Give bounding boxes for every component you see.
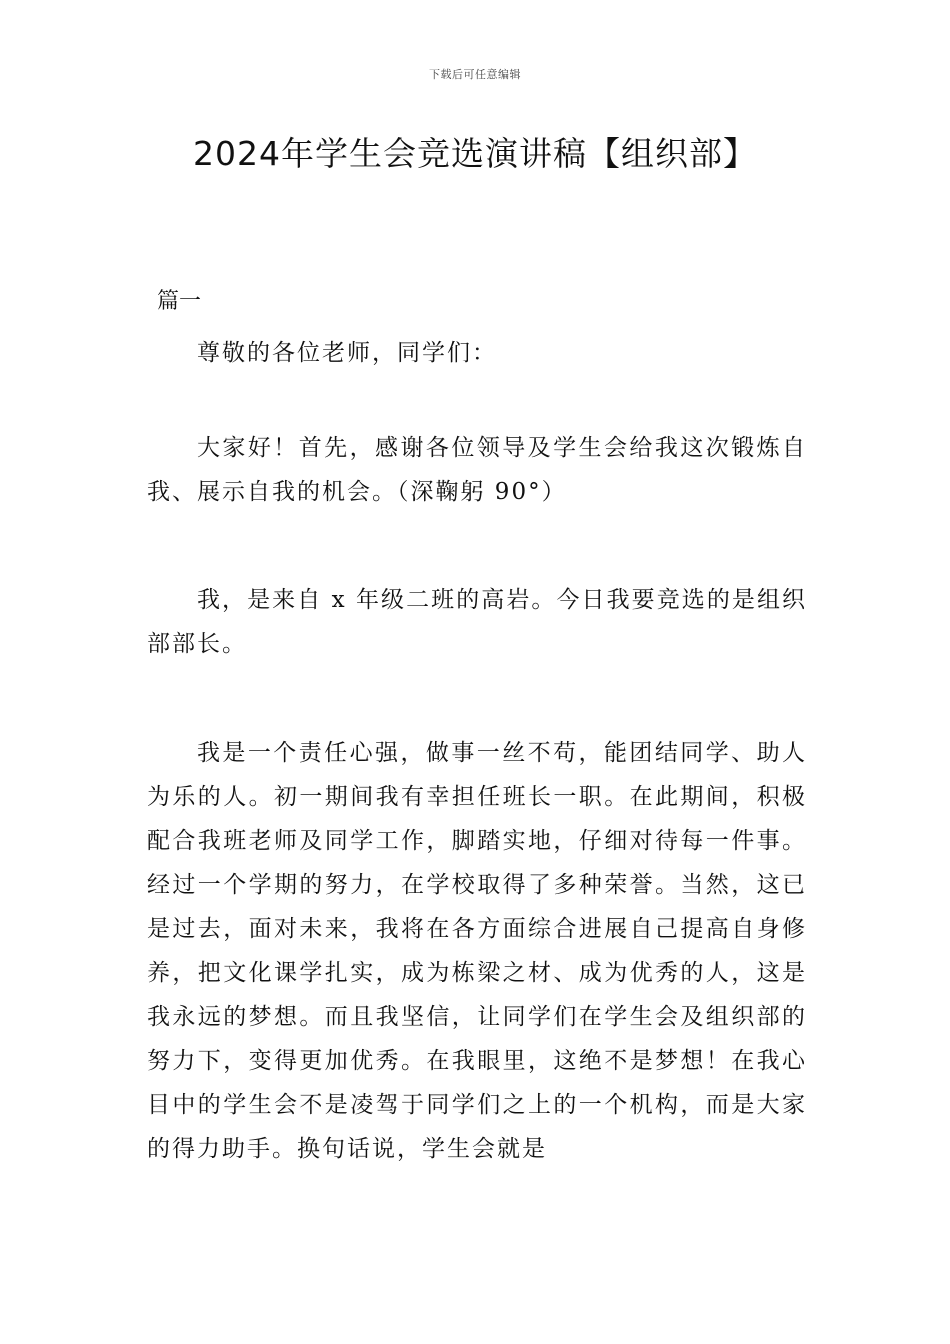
paragraph-introduction: 我，是来自 x 年级二班的高岩。今日我要竞选的是组织部部长。 <box>147 587 807 657</box>
paragraph-thanks: 大家好！首先，感谢各位领导及学生会给我这次锻炼自我、展示自我的机会。（深鞠躬 90°） <box>147 435 807 505</box>
paragraph-self-description: 我是一个责任心强，做事一丝不苟，能团结同学、助人为乐的人。初一期间我有幸担任班长一职。在此期间，积极配合我班老师及同学工作，脚踏实地，仔细对待每一件事。经过一个学期的努力，在学校取得了多种荣誉。当然，这已是过去，面对未来，我将在各方面综合进展自己提高自身修养，把文化课学扎实，成为栋梁之材、成为优秀的人，这是我永远的梦想。而且我坚信，让同学们在学生会及组织部的努力下，变得更加优秀。在我眼里，这绝不是梦想！在我心目中的学生会不是凌驾于同学们之上的一个机构，而是大家的得力助手。换句话说，学生会就是 <box>147 740 807 1162</box>
paragraph-greeting: 尊敬的各位老师，同学们： <box>197 340 497 366</box>
document-title: 2024年学生会竞选演讲稿【组织部】 <box>193 134 757 173</box>
page-header-note: 下载后可任意编辑 <box>429 68 521 81</box>
section-label: 篇一 <box>157 289 202 314</box>
